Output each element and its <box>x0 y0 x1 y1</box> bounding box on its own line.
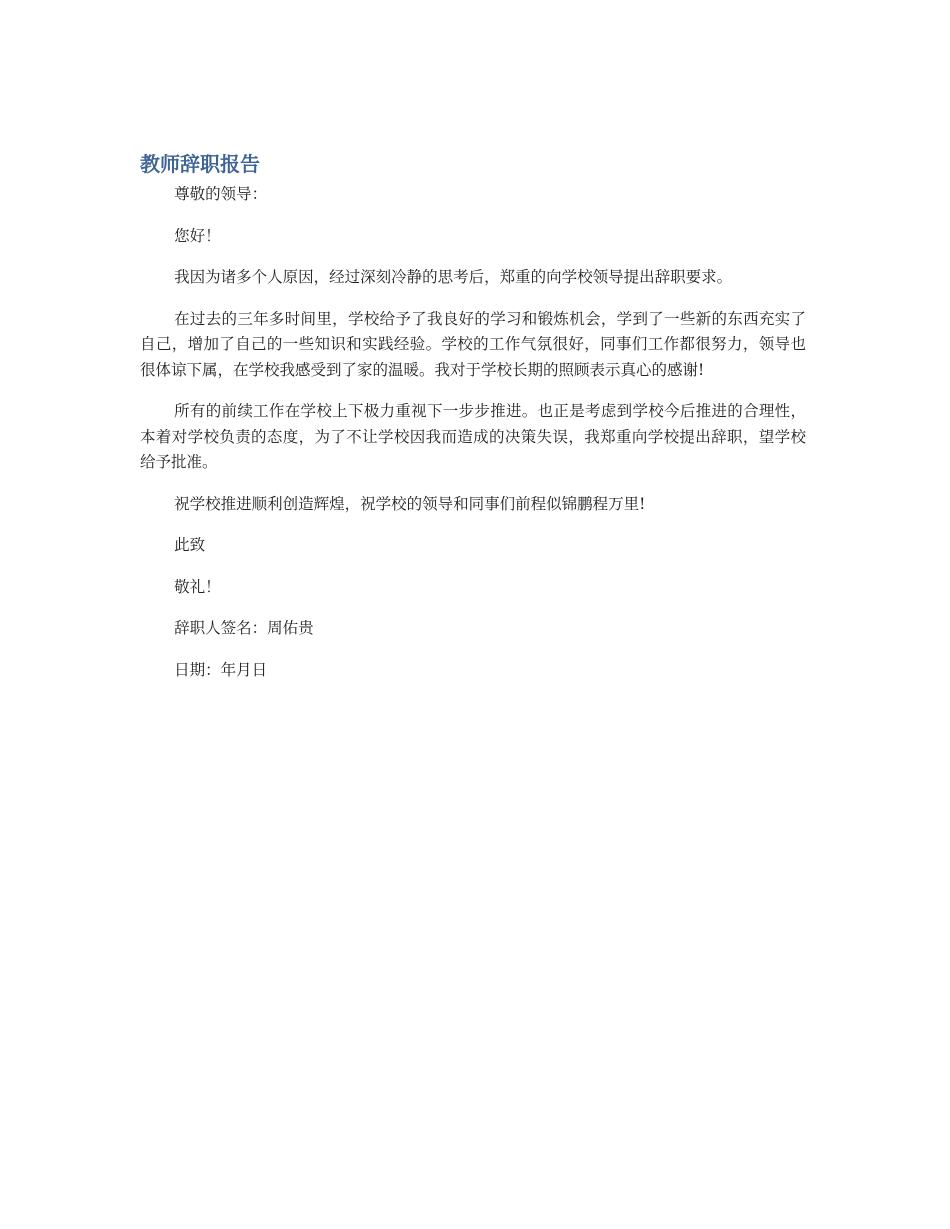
document-body <box>140 182 806 699</box>
signature-line: 辞职人签名：周佑贵 <box>174 619 314 637</box>
date-line: 日期：年月日 <box>174 660 268 679</box>
intro-paragraph: 我因为诸多个人原因，经过深刻冷静的思考后，郑重的向学校领导提出辞职要求。 <box>174 268 733 286</box>
request-paragraph: 所有的前续工作在学校上下极力重视下一步步推进。也正是考虑到学校今后推进的合理性，本着对学校负责的态度，为了不让学校因我而造成的决策失误，我郑重向学校提出辞职，望学校给予批准。 <box>140 402 806 471</box>
regards-line: 敬礼！ <box>174 577 221 596</box>
greeting: 您好！ <box>174 226 221 245</box>
wishes-paragraph: 祝学校推进顺利创造辉煌，祝学校的领导和同事们前程似锦鹏程万里! <box>174 494 646 513</box>
gratitude-paragraph: 在过去的三年多时间里，学校给予了我良好的学习和锻炼机会，学到了一些新的东西充实了自己，增加了自己的一些知识和实践经验。学校的工作气氛很好，同事们工作都很努力，领导也很体谅下属，在学校我感受到了家的温暖。我对于学校长期的照顾表示真心的感谢! <box>140 309 806 379</box>
closing-line: 此致 <box>174 536 206 554</box>
document-title: 教师辞职报告 <box>140 152 260 176</box>
salutation: 尊敬的领导： <box>174 185 268 203</box>
